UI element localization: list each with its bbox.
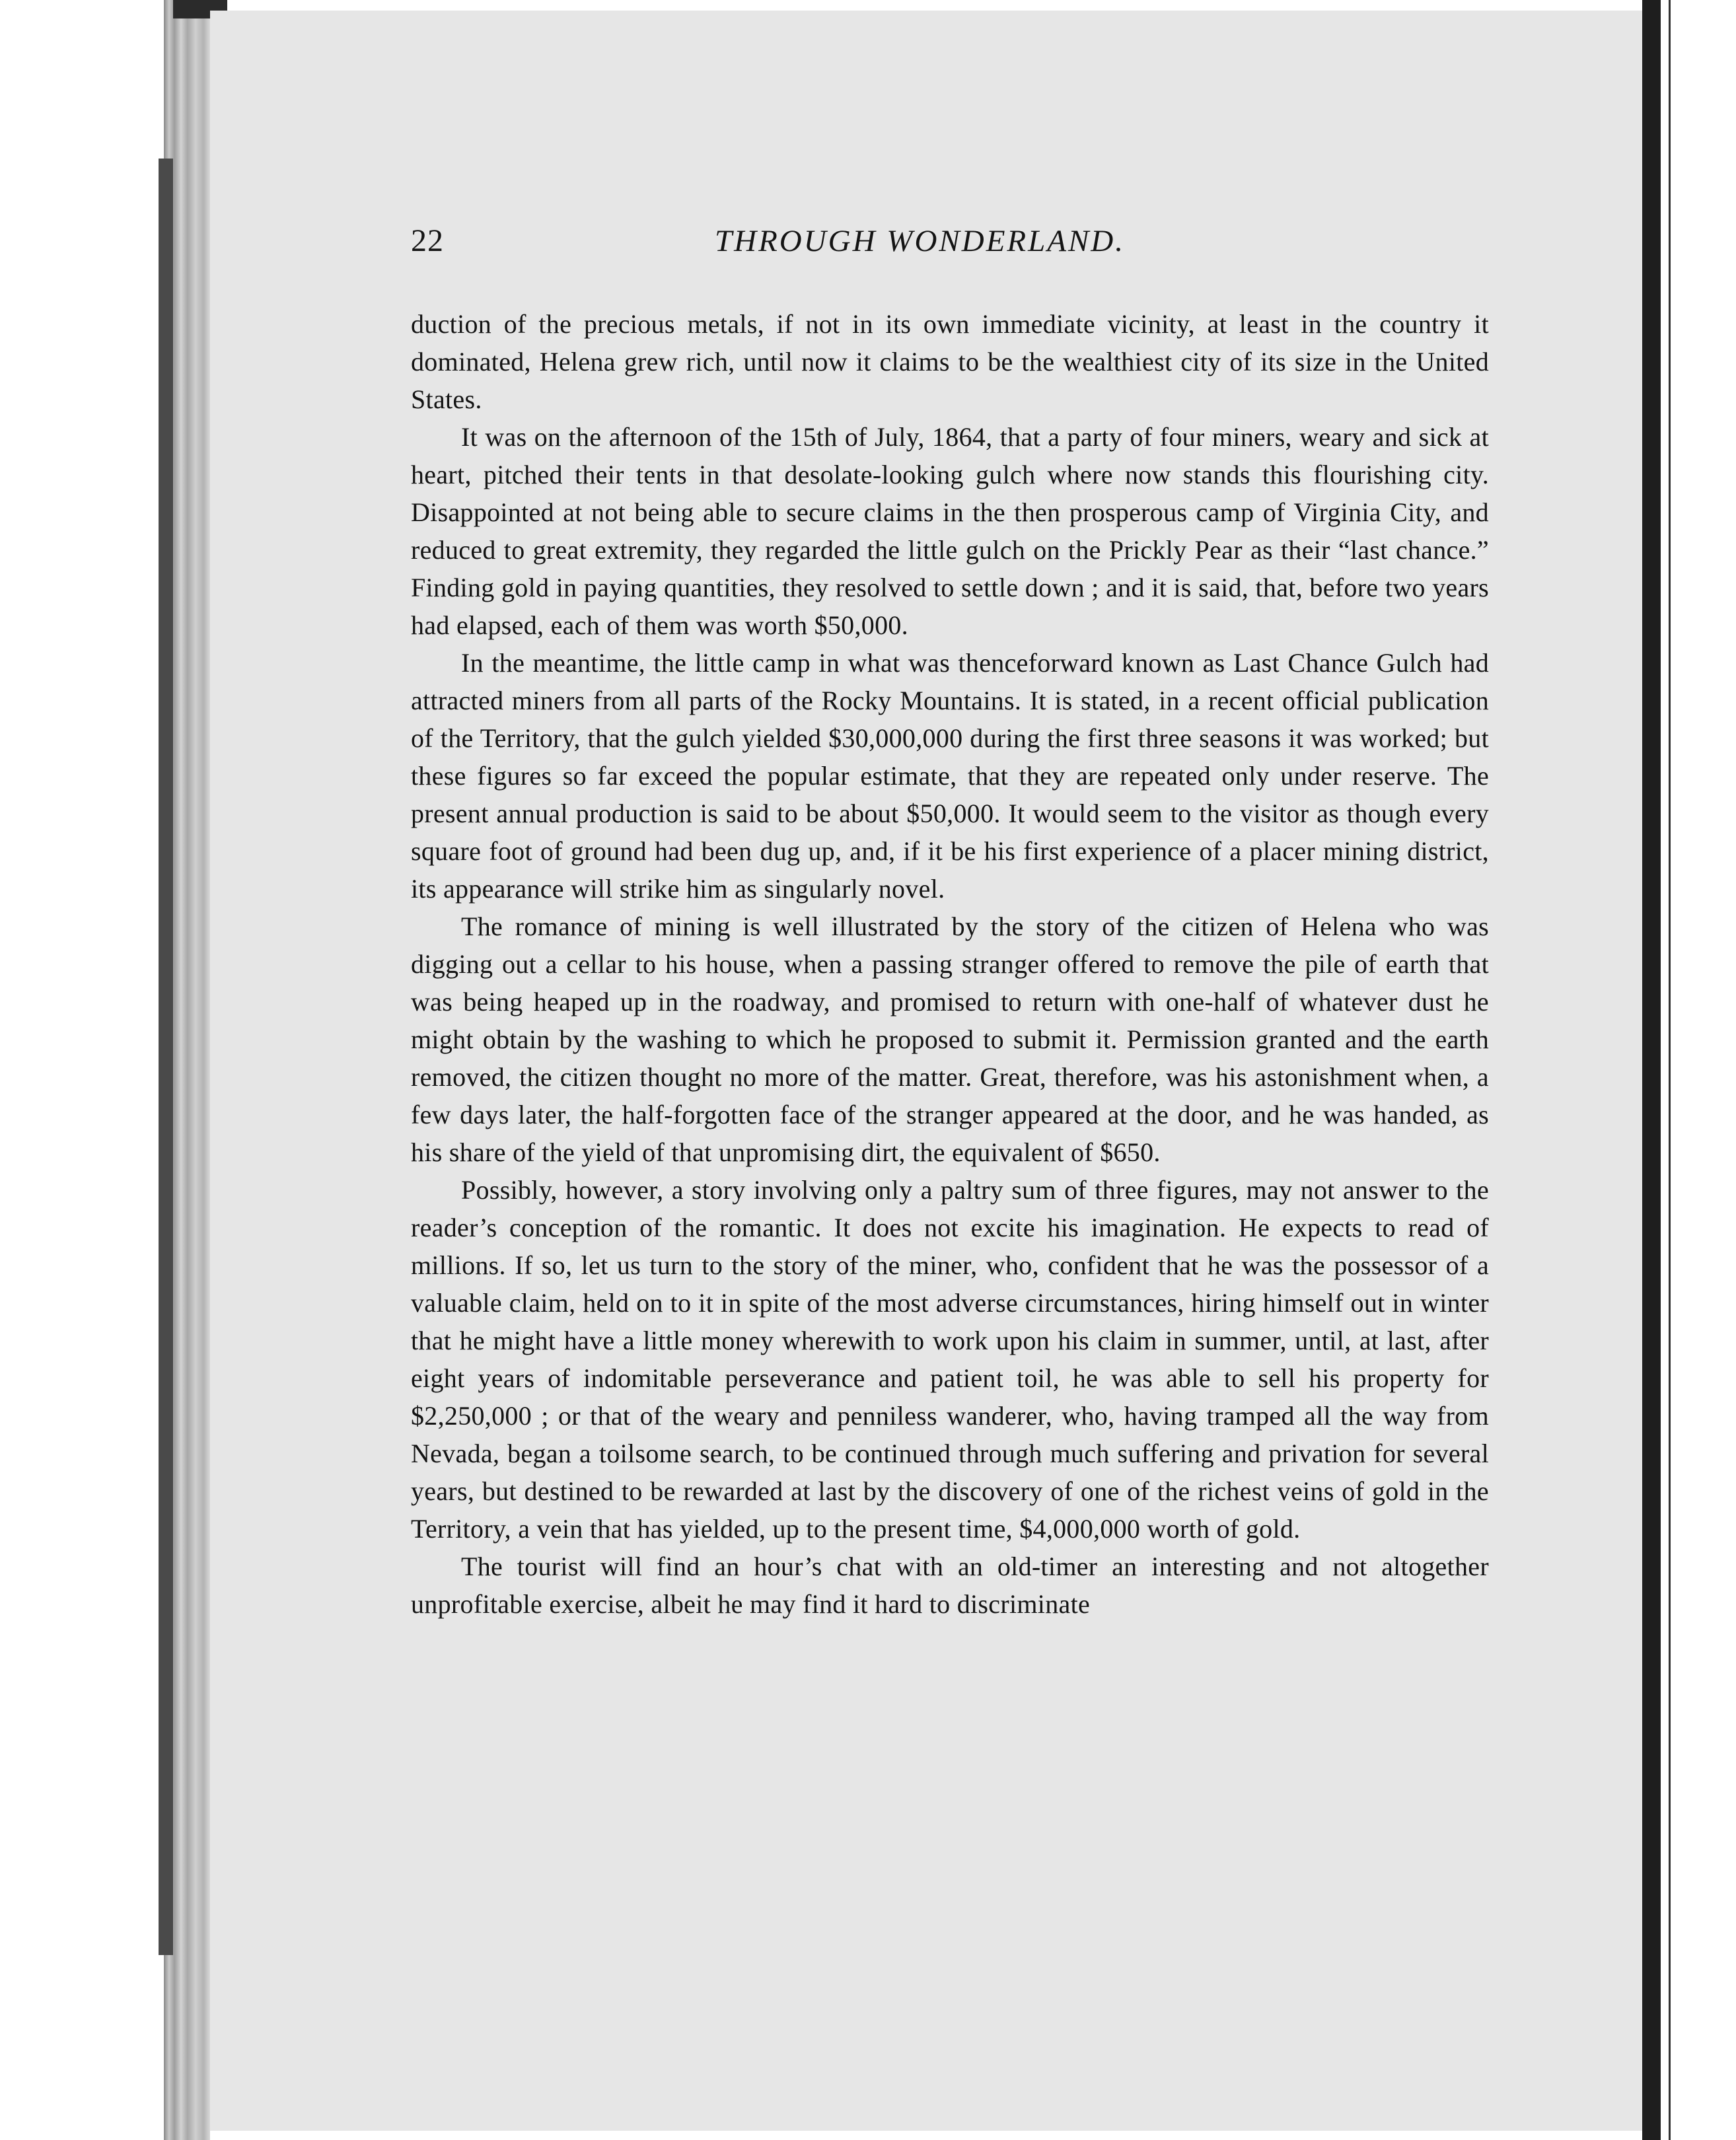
book-spine-shadow (159, 159, 173, 1955)
running-head (411, 218, 1489, 264)
running-title: THROUGH WONDERLAND. (715, 224, 1125, 258)
paragraph: The romance of mining is well illustrated by the story of the citizen of Helena who was digging out a cellar to his house, when a passing stranger offered to remove the pile of earth that was being heaped up in the roadway, and promised to return with one-half of whatever dust he might obtain by the washing to which he proposed to submit it. Permission granted and the earth removed, the citizen thought no more of the matter. Great, therefore, was his astonishment when, a few days later, the half-forgotten face of the stranger appeared at the door, and he was handed, as his share of the yield of that unpromising dirt, the equivalent of $650. (411, 911, 1489, 1167)
right-page-edge (1642, 0, 1661, 2140)
paragraph: In the meantime, the little camp in what was thenceforward known as Last Chance Gulch had attracted miners from all parts of the Rocky Mountains. It is stated, in a recent official publication of the Territory, that the gulch yielded $30,000,000 during the first three seasons it was worked; but these figures so far exceed the popular estimate, that they are repeated only under reserve. The present annual production is said to be about $50,000. It would seem to the visitor as though every square foot of ground had been dug up, and, if it be his first experience of a placer mining district, its appearance will strike him as singularly novel. (411, 648, 1489, 904)
paragraph: Possibly, however, a story involving only a paltry sum of three figures, may not answer to the reader’s conception of the romantic. It does not excite his imagination. He expects to read of millions. If so, let us turn to the story of the miner, who, confident that he was the possessor of a valuable claim, held on to it in spite of the most adverse circumstances, hiring himself out in winter that he might have a little money wherewith to work upon his claim in summer, until, at last, after eight years of indomitable perseverance and patient toil, he was able to sell his property for $2,250,000 ; or that of the weary and penniless wanderer, who, having tramped all the way from Nevada, began a toilsome search, to be continued through much suffering and privation for several years, but destined to be rewarded at last by the discovery of one of the richest veins of gold in the Territory, a vein that has yielded, up to the present time, $4,000,000 worth of gold. (411, 1175, 1489, 1544)
page-number: 22 (411, 223, 444, 258)
right-edge-line (1669, 0, 1671, 2140)
paragraph: duction of the precious metals, if not in its own immediate vicinity, at least in the country it dominated, Helena grew rich, until now it claims to be the wealthiest city of its size in the United States. (411, 309, 1489, 414)
page-content (411, 218, 1489, 1623)
body-text (411, 305, 1489, 1623)
paragraph: The tourist will find an hour’s chat with an old-timer an interesting and not altogether unprofitable exercise, albeit he may find it hard to discriminate (411, 1552, 1489, 1619)
paragraph: It was on the afternoon of the 15th of July, 1864, that a party of four miners, weary and sick at heart, pitched their tents in that desolate-looking gulch where now stands this flourishing city. Disappointed at not being able to secure claims in the then prosperous camp of Virginia City, and reduced to great extremity, they regarded the little gulch on the Prickly Pear as their “last chance.” Finding gold in paying quantities, they resolved to settle down ; and it is said, that, before two years had elapsed, each of them was worth $50,000. (411, 422, 1489, 640)
